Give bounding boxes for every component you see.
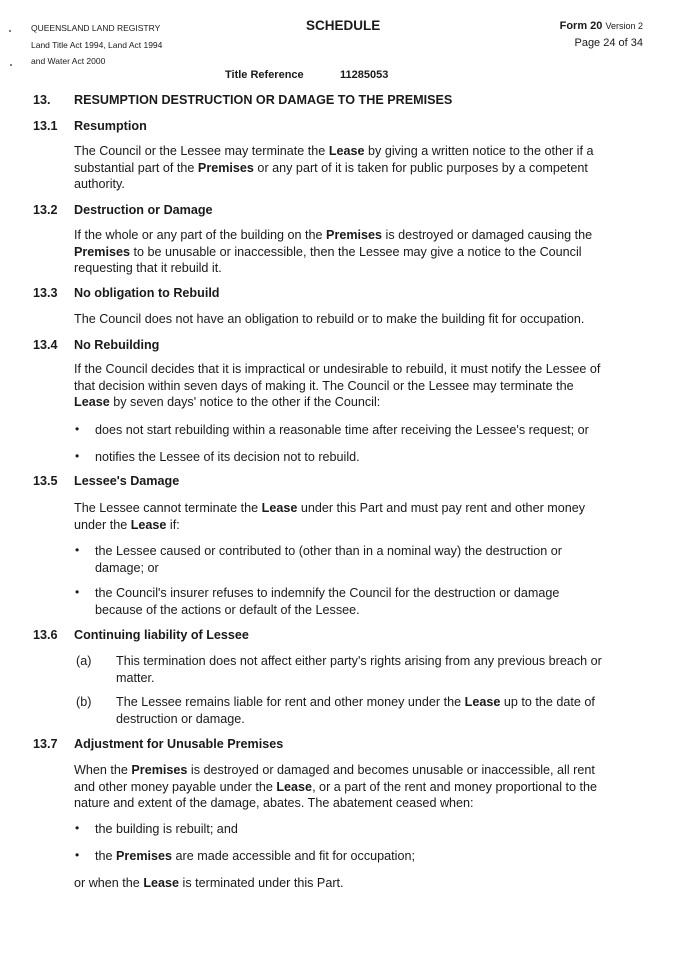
clause-text: The Council does not have an obligation to rebuild or to make the building fit for occupation.	[74, 312, 585, 326]
clause-heading: Lessee's Damage	[74, 474, 180, 488]
bullet-item: the Council's insurer refuses to indemnify the Council for the destruction or damage because of the actions or default of the Lessee.	[95, 586, 560, 617]
list-item-text: This termination does not affect either party's rights arising from any previous breach or matter.	[116, 654, 602, 685]
clause-number: 13.2	[33, 203, 58, 217]
section-title: RESUMPTION DESTRUCTION OR DAMAGE TO THE PREMISES	[74, 93, 453, 107]
bullet-dot: •	[75, 848, 80, 862]
bullet-item: the building is rebuilt; and	[95, 822, 238, 836]
bullet-dot: •	[75, 449, 80, 463]
list-label: (a)	[76, 654, 92, 668]
clause-number: 13.6	[33, 628, 58, 642]
clause-text: The Council or the Lessee may terminate the Lease by giving a written notice to the other if a substantial part of the Premises or any part of it is taken for public purposes by a competent authority.	[74, 144, 594, 192]
bullet-dot: •	[75, 821, 80, 835]
bullet-dot: •	[75, 543, 80, 557]
list-label: (b)	[76, 695, 92, 709]
clause-number: 13.7	[33, 737, 58, 751]
section-number: 13.	[33, 93, 51, 107]
clause-text: The Lessee cannot terminate the Lease under this Part and must pay rent and other money under the Lease if:	[74, 501, 586, 532]
form-id	[560, 20, 643, 32]
scan-mark	[9, 30, 11, 32]
clause-heading: Destruction or Damage	[74, 203, 213, 217]
list-item-text: The Lessee remains liable for rent and other money under the Lease up to the date of destruction or damage.	[116, 695, 595, 726]
clause-number: 13.1	[33, 119, 58, 133]
acts-line-2: and Water Act 2000	[31, 56, 106, 66]
form-version: Version 2	[605, 21, 643, 31]
clause-number: 13.3	[33, 286, 58, 300]
bullet-dot: •	[75, 422, 80, 436]
scan-mark	[10, 64, 12, 66]
clause-heading: No obligation to Rebuild	[74, 286, 220, 300]
clause-heading: No Rebuilding	[74, 338, 160, 352]
clause-heading: Continuing liability of Lessee	[74, 628, 249, 642]
registry-name: QUEENSLAND LAND REGISTRY	[31, 23, 161, 33]
clause-text: If the Council decides that it is impractical or undesirable to rebuild, it must notify the Lessee of that decision within seven days of making it. The Council or the Lessee may terminate the Lease by seven days' notice to the other if the Council:	[74, 362, 601, 410]
bullet-item: the Premises are made accessible and fit for occupation;	[95, 849, 415, 863]
clause-text: When the Premises is destroyed or damaged and becomes unusable or inaccessible, all rent and other money payable under the Lease, or a part of the rent and money proportional to the nature and extent of the damage, abates. The abatement ceased when:	[74, 763, 597, 811]
clause-text: If the whole or any part of the building on the Premises is destroyed or damaged causing the Premises to be unusable or inaccessible, then the Lessee may give a notice to the Council requesting that it rebuild it.	[74, 228, 593, 276]
title-reference-label: Title Reference	[225, 69, 304, 81]
bullet-item: does not start rebuilding within a reasonable time after receiving the Lessee's request; or	[95, 423, 589, 437]
clause-heading: Adjustment for Unusable Premises	[74, 737, 284, 751]
acts-line-1: Land Title Act 1994, Land Act 1994	[31, 40, 163, 50]
schedule-title: SCHEDULE	[306, 18, 381, 33]
clause-heading: Resumption	[74, 119, 147, 133]
clause-number: 13.5	[33, 474, 58, 488]
form-label: Form 20	[559, 20, 603, 32]
clause-number: 13.4	[33, 338, 58, 352]
closing-text: or when the Lease is terminated under this Part.	[74, 876, 344, 890]
bullet-dot: •	[75, 585, 80, 599]
bullet-item: notifies the Lessee of its decision not to rebuild.	[95, 450, 360, 464]
title-reference-value: 11285053	[340, 69, 389, 81]
bullet-item: the Lessee caused or contributed to (other than in a nominal way) the destruction or damage; or	[95, 544, 562, 575]
page-number: Page 24 of 34	[574, 37, 643, 49]
